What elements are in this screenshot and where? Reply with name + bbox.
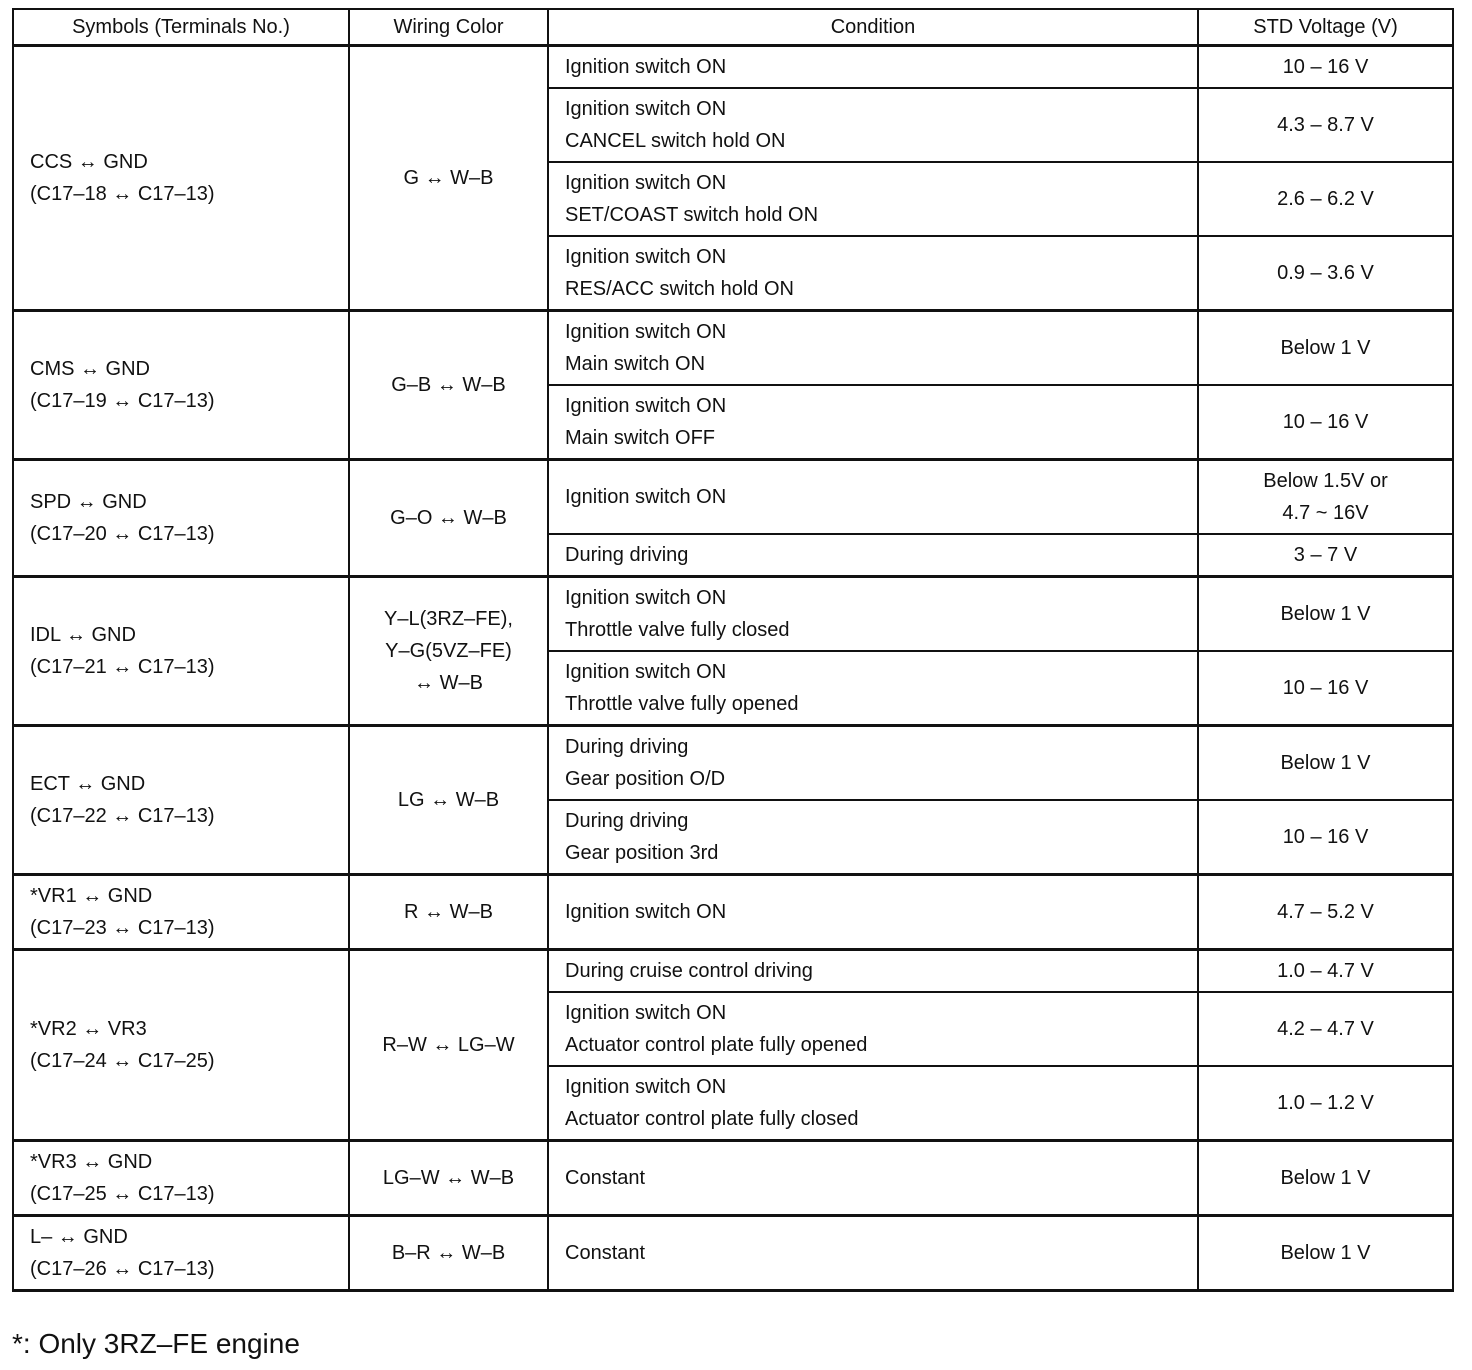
condition-cell: [548, 651, 1198, 726]
condition-line: During driving: [565, 810, 689, 832]
condition-line: Constant: [565, 1242, 646, 1264]
terminal-numbers: (C17–24 ↔ C17–25): [30, 1050, 215, 1072]
condition-cell: [548, 950, 1198, 993]
symbol-cell: [13, 1216, 349, 1291]
wiring-color-cell: [349, 311, 548, 460]
condition-line: Ignition switch ON: [565, 1076, 727, 1098]
std-voltage-cell: [1198, 875, 1453, 950]
condition-cell: [548, 726, 1198, 801]
symbol-label: *VR2 ↔ VR3: [30, 1018, 147, 1040]
std-voltage-cell: [1198, 88, 1453, 162]
std-voltage-line: Below 1.5V or: [1263, 470, 1388, 492]
condition-line: Ignition switch ON: [565, 587, 727, 609]
terminal-numbers: (C17–25 ↔ C17–13): [30, 1183, 215, 1205]
terminal-voltage-table: [12, 8, 1454, 1292]
std-voltage-cell: [1198, 800, 1453, 875]
condition-line: During driving: [565, 544, 689, 566]
wiring-color-line: Y–L(3RZ–FE),: [384, 608, 513, 630]
terminal-group: [13, 460, 1453, 577]
condition-cell: [548, 800, 1198, 875]
condition-cell: [548, 577, 1198, 652]
condition-cell: [548, 534, 1198, 577]
condition-cell: [548, 88, 1198, 162]
condition-line: CANCEL switch hold ON: [565, 130, 786, 152]
table-row: [13, 726, 1453, 801]
wiring-color-line: G–O ↔ W–B: [390, 507, 507, 529]
condition-line: Throttle valve fully closed: [565, 619, 790, 641]
symbol-label: ECT ↔ GND: [30, 773, 146, 795]
table-row: [13, 950, 1453, 993]
symbol-cell: [13, 311, 349, 460]
std-voltage-cell: [1198, 577, 1453, 652]
symbol-label: IDL ↔ GND: [30, 624, 136, 646]
std-voltage-line: 4.3 – 8.7 V: [1277, 114, 1374, 136]
condition-line: Ignition switch ON: [565, 172, 727, 194]
std-voltage-line: Below 1 V: [1280, 337, 1371, 359]
table-row: [13, 875, 1453, 950]
condition-line: RES/ACC switch hold ON: [565, 278, 794, 300]
symbol-cell: [13, 875, 349, 950]
symbol-label: CCS ↔ GND: [30, 151, 148, 173]
condition-cell: [548, 1216, 1198, 1291]
wiring-color-line: R ↔ W–B: [404, 901, 493, 923]
condition-line: Ignition switch ON: [565, 486, 727, 508]
condition-line: Main switch ON: [565, 353, 706, 375]
condition-cell: [548, 385, 1198, 460]
symbol-cell: [13, 726, 349, 875]
std-voltage-cell: [1198, 534, 1453, 577]
std-voltage-cell: [1198, 1066, 1453, 1141]
terminal-numbers: (C17–23 ↔ C17–13): [30, 917, 215, 939]
condition-line: Ignition switch ON: [565, 98, 727, 120]
std-voltage-line: 2.6 – 6.2 V: [1277, 188, 1374, 210]
std-voltage-line: Below 1 V: [1280, 752, 1371, 774]
terminal-group: [13, 875, 1453, 950]
header-wiring-color: Wiring Color: [349, 9, 548, 46]
condition-line: Gear position 3rd: [565, 842, 719, 864]
terminal-group: [13, 1141, 1453, 1216]
condition-cell: [548, 236, 1198, 311]
wiring-color-line: R–W ↔ LG–W: [382, 1034, 515, 1056]
wiring-color-line: LG–W ↔ W–B: [382, 1167, 515, 1189]
std-voltage-cell: [1198, 311, 1453, 386]
condition-cell: [548, 311, 1198, 386]
wiring-color-cell: [349, 577, 548, 726]
std-voltage-cell: [1198, 726, 1453, 801]
header-condition: Condition: [548, 9, 1198, 46]
symbol-label: *VR1 ↔ GND: [30, 885, 153, 907]
std-voltage-line: 4.7 – 5.2 V: [1277, 901, 1374, 923]
condition-line: Ignition switch ON: [565, 246, 727, 268]
condition-cell: [548, 162, 1198, 236]
terminal-group: [13, 726, 1453, 875]
std-voltage-line: 10 – 16 V: [1282, 411, 1369, 433]
wiring-color-cell: [349, 875, 548, 950]
std-voltage-cell: [1198, 46, 1453, 89]
table-row: [13, 1141, 1453, 1216]
table-row: [13, 46, 1453, 89]
condition-cell: [548, 1066, 1198, 1141]
wiring-color-line: B–R ↔ W–B: [391, 1242, 506, 1264]
symbol-cell: [13, 950, 349, 1141]
symbol-cell: [13, 460, 349, 577]
symbol-cell: [13, 46, 349, 311]
std-voltage-line: 10 – 16 V: [1282, 826, 1369, 848]
std-voltage-line: 4.2 – 4.7 V: [1277, 1018, 1374, 1040]
table-row: [13, 1216, 1453, 1291]
terminal-group: [13, 311, 1453, 460]
wiring-color-line: G–B ↔ W–B: [391, 374, 506, 396]
condition-line: Ignition switch ON: [565, 901, 727, 923]
std-voltage-line: 1.0 – 1.2 V: [1277, 1092, 1374, 1114]
wiring-color-cell: [349, 1216, 548, 1291]
table-row: [13, 311, 1453, 386]
std-voltage-cell: [1198, 1216, 1453, 1291]
header-row: [13, 9, 1453, 46]
condition-line: Actuator control plate fully closed: [565, 1108, 859, 1130]
condition-cell: [548, 1141, 1198, 1216]
wiring-color-cell: [349, 460, 548, 577]
std-voltage-line: Below 1 V: [1280, 603, 1371, 625]
condition-line: Constant: [565, 1167, 646, 1189]
std-voltage-cell: [1198, 651, 1453, 726]
table-row: [13, 460, 1453, 535]
symbol-cell: [13, 1141, 349, 1216]
symbol-label: L– ↔ GND: [30, 1226, 128, 1248]
header-symbols: Symbols (Terminals No.): [13, 9, 349, 46]
symbol-label: *VR3 ↔ GND: [30, 1151, 153, 1173]
wiring-color-line: G ↔ W–B: [403, 167, 494, 189]
std-voltage-cell: [1198, 460, 1453, 535]
std-voltage-cell: [1198, 1141, 1453, 1216]
symbol-label: CMS ↔ GND: [30, 358, 150, 380]
footnote: *: Only 3RZ–FE engine: [12, 1328, 300, 1359]
condition-line: Main switch OFF: [565, 427, 716, 449]
std-voltage-line: 10 – 16 V: [1282, 56, 1369, 78]
terminal-group: [13, 1216, 1453, 1291]
condition-line: Actuator control plate fully opened: [565, 1034, 868, 1056]
condition-line: Ignition switch ON: [565, 661, 727, 683]
symbol-label: SPD ↔ GND: [30, 491, 147, 513]
wiring-color-cell: [349, 1141, 548, 1216]
std-voltage-cell: [1198, 385, 1453, 460]
terminal-numbers: (C17–26 ↔ C17–13): [30, 1258, 215, 1280]
terminal-group: [13, 46, 1453, 311]
condition-line: During driving: [565, 736, 689, 758]
condition-cell: [548, 460, 1198, 535]
table-row: [13, 577, 1453, 652]
condition-line: Throttle valve fully opened: [565, 693, 799, 715]
condition-line: Ignition switch ON: [565, 56, 727, 78]
wiring-color-cell: [349, 950, 548, 1141]
condition-cell: [548, 992, 1198, 1066]
std-voltage-line: Below 1 V: [1280, 1167, 1371, 1189]
symbol-cell: [13, 577, 349, 726]
wiring-color-line: ↔ W–B: [414, 672, 483, 694]
condition-line: Ignition switch ON: [565, 395, 727, 417]
wiring-color-cell: [349, 46, 548, 311]
std-voltage-line: 10 – 16 V: [1282, 677, 1369, 699]
std-voltage-cell: [1198, 236, 1453, 311]
condition-line: Ignition switch ON: [565, 321, 727, 343]
terminal-numbers: (C17–18 ↔ C17–13): [30, 183, 215, 205]
wiring-color-line: LG ↔ W–B: [397, 789, 500, 811]
condition-line: SET/COAST switch hold ON: [565, 204, 819, 226]
terminal-numbers: (C17–19 ↔ C17–13): [30, 390, 215, 412]
terminal-numbers: (C17–21 ↔ C17–13): [30, 656, 215, 678]
condition-cell: [548, 875, 1198, 950]
terminal-numbers: (C17–22 ↔ C17–13): [30, 805, 215, 827]
condition-line: Gear position O/D: [565, 768, 726, 790]
wiring-color-line: Y–G(5VZ–FE): [385, 640, 512, 662]
condition-line: During cruise control driving: [565, 960, 813, 982]
terminal-group: [13, 577, 1453, 726]
header-std-voltage: STD Voltage (V): [1198, 9, 1453, 46]
wiring-color-cell: [349, 726, 548, 875]
std-voltage-cell: [1198, 162, 1453, 236]
std-voltage-line: 1.0 – 4.7 V: [1277, 960, 1374, 982]
condition-line: Ignition switch ON: [565, 1002, 727, 1024]
std-voltage-line: 4.7 ~ 16V: [1282, 502, 1369, 524]
std-voltage-line: Below 1 V: [1280, 1242, 1371, 1264]
std-voltage-line: 3 – 7 V: [1293, 544, 1358, 566]
std-voltage-cell: [1198, 950, 1453, 993]
condition-cell: [548, 46, 1198, 89]
std-voltage-cell: [1198, 992, 1453, 1066]
terminal-numbers: (C17–20 ↔ C17–13): [30, 523, 215, 545]
std-voltage-line: 0.9 – 3.6 V: [1277, 262, 1374, 284]
terminal-group: [13, 950, 1453, 1141]
